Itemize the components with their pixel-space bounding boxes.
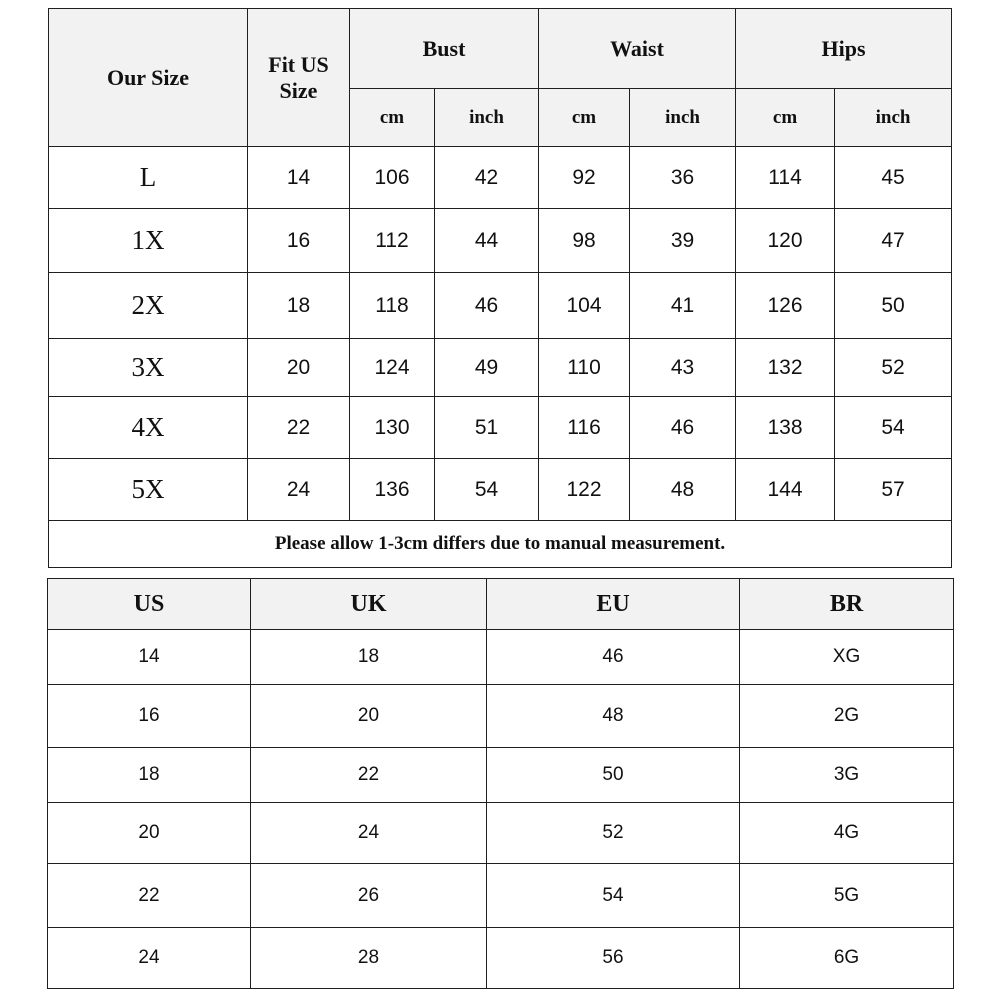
size-label-cell: 3X bbox=[49, 339, 248, 397]
conversion-cell: 4G bbox=[740, 803, 954, 864]
measurement-cell: 120 bbox=[736, 209, 835, 273]
measurement-cell: 41 bbox=[630, 273, 736, 339]
conversion-cell: 2G bbox=[740, 685, 954, 748]
measurement-cell: 116 bbox=[539, 397, 630, 459]
conversion-chart-body bbox=[48, 630, 954, 989]
measurement-cell: 18 bbox=[248, 273, 350, 339]
conversion-cell: 46 bbox=[487, 630, 740, 685]
measurement-cell: 122 bbox=[539, 459, 630, 521]
header-waist-inch: inch bbox=[630, 89, 736, 147]
measurement-cell: 49 bbox=[435, 339, 539, 397]
conversion-cell: 14 bbox=[48, 630, 251, 685]
size-row bbox=[49, 209, 952, 273]
header-bust-cm: cm bbox=[350, 89, 435, 147]
conversion-row bbox=[48, 630, 954, 685]
measurement-cell: 92 bbox=[539, 147, 630, 209]
conversion-cell: 22 bbox=[251, 748, 487, 803]
measurement-cell: 104 bbox=[539, 273, 630, 339]
conversion-row bbox=[48, 803, 954, 864]
measurement-cell: 144 bbox=[736, 459, 835, 521]
header-hips: Hips bbox=[736, 9, 952, 89]
measurement-cell: 110 bbox=[539, 339, 630, 397]
conversion-cell: 50 bbox=[487, 748, 740, 803]
measurement-cell: 20 bbox=[248, 339, 350, 397]
measurement-cell: 51 bbox=[435, 397, 539, 459]
measurement-cell: 42 bbox=[435, 147, 539, 209]
measurement-cell: 52 bbox=[835, 339, 952, 397]
conversion-cell: 28 bbox=[251, 928, 487, 989]
measurement-cell: 22 bbox=[248, 397, 350, 459]
size-label-cell: 1X bbox=[49, 209, 248, 273]
size-label-cell: L bbox=[49, 147, 248, 209]
size-row bbox=[49, 273, 952, 339]
conversion-cell: 54 bbox=[487, 864, 740, 928]
header-fit-us-line1: Fit US bbox=[268, 51, 329, 77]
conversion-cell: 20 bbox=[48, 803, 251, 864]
conversion-row bbox=[48, 685, 954, 748]
measurement-note: Please allow 1-3cm differs due to manual measurement. bbox=[49, 521, 952, 568]
header-waist-cm: cm bbox=[539, 89, 630, 147]
header-our-size: Our Size bbox=[49, 9, 248, 147]
measurement-cell: 50 bbox=[835, 273, 952, 339]
measurement-cell: 57 bbox=[835, 459, 952, 521]
measurement-cell: 54 bbox=[435, 459, 539, 521]
measurement-cell: 14 bbox=[248, 147, 350, 209]
measurement-cell: 106 bbox=[350, 147, 435, 209]
header-eu: EU bbox=[487, 579, 740, 630]
header-br: BR bbox=[740, 579, 954, 630]
conversion-cell: 48 bbox=[487, 685, 740, 748]
measurement-cell: 44 bbox=[435, 209, 539, 273]
measurement-cell: 45 bbox=[835, 147, 952, 209]
header-fit-us-line2: Size bbox=[279, 77, 318, 103]
conversion-cell: XG bbox=[740, 630, 954, 685]
measurement-cell: 54 bbox=[835, 397, 952, 459]
measurement-cell: 98 bbox=[539, 209, 630, 273]
measurement-cell: 43 bbox=[630, 339, 736, 397]
conversion-row bbox=[48, 928, 954, 989]
measurement-cell: 47 bbox=[835, 209, 952, 273]
measurement-cell: 16 bbox=[248, 209, 350, 273]
size-row bbox=[49, 147, 952, 209]
conversion-cell: 26 bbox=[251, 864, 487, 928]
measurement-cell: 36 bbox=[630, 147, 736, 209]
header-fit-us-size bbox=[248, 9, 350, 147]
conversion-cell: 18 bbox=[251, 630, 487, 685]
header-uk: UK bbox=[251, 579, 487, 630]
size-label-cell: 4X bbox=[49, 397, 248, 459]
measurement-cell: 124 bbox=[350, 339, 435, 397]
measurement-cell: 136 bbox=[350, 459, 435, 521]
conversion-cell: 18 bbox=[48, 748, 251, 803]
size-label-cell: 2X bbox=[49, 273, 248, 339]
size-label-cell: 5X bbox=[49, 459, 248, 521]
conversion-row bbox=[48, 748, 954, 803]
header-hips-inch: inch bbox=[835, 89, 952, 147]
size-row bbox=[49, 397, 952, 459]
measurement-cell: 46 bbox=[435, 273, 539, 339]
size-row bbox=[49, 339, 952, 397]
measurement-cell: 126 bbox=[736, 273, 835, 339]
conversion-cell: 22 bbox=[48, 864, 251, 928]
conversion-cell: 3G bbox=[740, 748, 954, 803]
header-bust: Bust bbox=[350, 9, 539, 89]
measurement-cell: 138 bbox=[736, 397, 835, 459]
measurement-cell: 39 bbox=[630, 209, 736, 273]
size-chart-table bbox=[48, 8, 952, 568]
size-row bbox=[49, 459, 952, 521]
measurement-cell: 24 bbox=[248, 459, 350, 521]
conversion-cell: 52 bbox=[487, 803, 740, 864]
measurement-cell: 118 bbox=[350, 273, 435, 339]
conversion-cell: 16 bbox=[48, 685, 251, 748]
size-chart-body bbox=[49, 147, 952, 521]
measurement-cell: 48 bbox=[630, 459, 736, 521]
measurement-cell: 132 bbox=[736, 339, 835, 397]
conversion-cell: 20 bbox=[251, 685, 487, 748]
measurement-cell: 112 bbox=[350, 209, 435, 273]
header-bust-inch: inch bbox=[435, 89, 539, 147]
size-conversion-table bbox=[47, 578, 954, 989]
conversion-row bbox=[48, 864, 954, 928]
conversion-cell: 6G bbox=[740, 928, 954, 989]
conversion-cell: 5G bbox=[740, 864, 954, 928]
header-hips-cm: cm bbox=[736, 89, 835, 147]
measurement-cell: 130 bbox=[350, 397, 435, 459]
conversion-cell: 24 bbox=[48, 928, 251, 989]
header-waist: Waist bbox=[539, 9, 736, 89]
conversion-cell: 24 bbox=[251, 803, 487, 864]
measurement-cell: 114 bbox=[736, 147, 835, 209]
conversion-cell: 56 bbox=[487, 928, 740, 989]
header-us: US bbox=[48, 579, 251, 630]
measurement-cell: 46 bbox=[630, 397, 736, 459]
